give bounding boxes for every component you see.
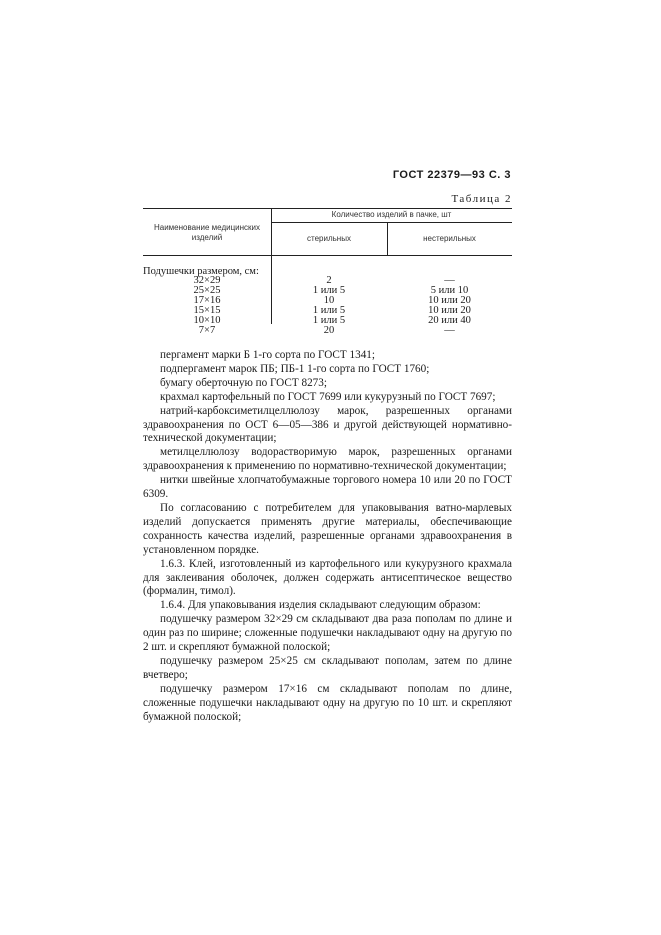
paragraph: подушечку размером 32×29 см складывают два раза пополам по длине и один раз по ширине; сложенные подушечки накладывают одну на другую по 2 шт. и скрепляют бумажной полоской; xyxy=(143,613,512,654)
cell-nonsterile: 10 или 20 xyxy=(428,305,471,316)
cell-sterile: 10 xyxy=(323,295,335,306)
cell-nonsterile: — xyxy=(444,275,455,286)
paragraph: 1.6.3. Клей, изготовленный из картофельного или кукурузного крахмала для заклеивания оболочек, должен содержать антисептическое вещество (формалин, тимол). xyxy=(143,557,512,598)
cell-sterile: 20 xyxy=(323,325,335,336)
table-group-rule xyxy=(271,222,512,223)
table-caption: Таблица 2 xyxy=(451,193,512,205)
col-header-nonsterile: нестерильных xyxy=(423,234,476,243)
cell-size: 17×16 xyxy=(193,295,221,306)
cell-sterile: 1 или 5 xyxy=(312,315,346,326)
table-group-label: Подушечки размером, см: xyxy=(143,266,259,277)
table-header-rule xyxy=(143,255,512,256)
col-header-name: Наименование медицинских изделий xyxy=(153,223,261,242)
col-header-group: Количество изделий в пачке, шт xyxy=(331,210,452,219)
body-text xyxy=(143,349,512,724)
paragraph: 1.6.4. Для упаковывания изделия складывают следующим образом: xyxy=(160,599,481,612)
paragraph: натрий-карбоксиметилцеллюлозу марок, разрешенных органами здравоохранения по ОСТ 6—05—386 и другой действующей нормативно-технической документации; xyxy=(143,404,512,445)
paragraph: бумагу оберточную по ГОСТ 8273; xyxy=(160,376,327,389)
cell-size: 15×15 xyxy=(193,305,221,316)
cell-sterile: 1 или 5 xyxy=(312,305,346,316)
paragraph: метилцеллюлозу водорастворимую марок, разрешенных органами здравоохранения к применению по нормативно-технической документации; xyxy=(143,446,512,473)
cell-nonsterile: — xyxy=(444,325,455,336)
cell-nonsterile: 5 или 10 xyxy=(430,285,469,296)
paragraph: крахмал картофельный по ГОСТ 7699 или кукурузный по ГОСТ 7697; xyxy=(160,390,496,403)
page-header: ГОСТ 22379—93 С. 3 xyxy=(392,169,511,181)
cell-nonsterile: 10 или 20 xyxy=(428,295,471,306)
table-row xyxy=(143,326,512,336)
paragraph: подпергамент марок ПБ; ПБ-1 1-го сорта по ГОСТ 1760; xyxy=(160,362,430,375)
cell-sterile: 1 или 5 xyxy=(312,285,346,296)
paragraph: подушечку размером 25×25 см складывают пополам, затем по длине вчетверо; xyxy=(143,654,512,681)
cell-sterile: 2 xyxy=(326,275,332,286)
paragraph: подушечку размером 17×16 см складывают пополам по длине, сложенные подушечки накладывают одну на другую по 10 шт. и скрепляют бумажной полоской; xyxy=(143,682,512,723)
cell-size: 32×29 xyxy=(193,275,221,286)
paragraph: По согласованию с потребителем для упаковывания ватно-марлевых изделий допускается применять другие материалы, обеспечивающие сохранность качества изделий, разрешенные органами здравоохранения в установленном порядке. xyxy=(143,501,512,556)
cell-size: 25×25 xyxy=(193,285,221,296)
cell-nonsterile: 20 или 40 xyxy=(428,315,471,326)
paragraph: пергамент марки Б 1-го сорта по ГОСТ 1341; xyxy=(160,349,375,361)
cell-size: 10×10 xyxy=(193,315,221,326)
cell-size: 7×7 xyxy=(198,325,216,336)
table-top-rule xyxy=(143,208,512,209)
col-header-sterile: стерильных xyxy=(307,234,351,243)
paragraph: нитки швейные хлопчатобумажные торгового номера 10 или 20 по ГОСТ 6309. xyxy=(143,474,512,501)
